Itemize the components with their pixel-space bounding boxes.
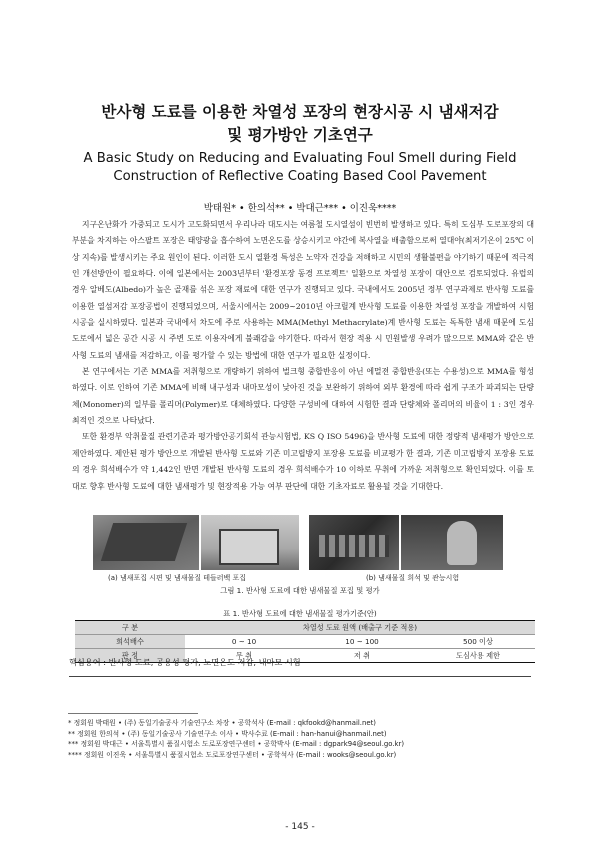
figure-subcaption-a: (a) 냄새포집 시편 및 냄새물질 테들러백 포집 — [108, 574, 247, 582]
figure-subcaption-b: (b) 냄새물질 희석 및 관능시험 — [366, 574, 460, 582]
korean-title — [40, 101, 560, 147]
author-list: 박태원* • 한의석** • 박대근*** • 이진욱**** — [203, 203, 397, 214]
table-row — [75, 635, 535, 649]
page-number: - 145 - — [285, 822, 315, 832]
table-row-label: 희석배수 — [75, 635, 185, 649]
english-title-line-1: A Basic Study on Reducing and Evaluating Foul Smell during Field — [83, 151, 517, 166]
korean-title-line-1: 반사형 도료를 이용한 차열성 포장의 현장시공 시 냄새저감 — [101, 103, 499, 121]
abstract-body — [72, 217, 534, 495]
table-cell: 저 취 — [303, 649, 421, 663]
table-cell: 도심사용 제한 — [421, 649, 535, 663]
table-cell: 무 취 — [185, 649, 303, 663]
author-footnotes — [68, 718, 538, 760]
photo-dilution — [309, 515, 399, 570]
abstract-paragraph-2: 본 연구에서는 기존 MMA를 저취형으로 개량하기 위하여 벌크형 중합반응이 아닌 에멀젼 중합반응(또는 수용성)으로 MMA를 형성하였다. 이로 인하여 기존 MMA에 비해 내구성과 내마모성이 낮아진 것을 보완하기 위하여 외부 환경에 따라 쉽게 구조가 파괴되는 단량체(Monomer)의 일부를 폴리머(Polymer)로 대체하였다. 다양한 구성비에 대하여 시험한 결과 단량체와 폴리머의 비율이 1 : 3인 경우 최적인 것으로 나타났다. — [72, 367, 534, 426]
table-header-group: 차열성 도료 원액 (배출구 기준 적용) — [185, 621, 535, 635]
keywords: 핵심용어 : 반사형 도료, 공용성 평가, 노면온도 저감, 내마모 시험 — [69, 657, 301, 667]
figure-caption: 그림 1. 반사형 도료에 대한 냄새물질 포집 및 평가 — [220, 586, 380, 595]
table-cell: 10 ~ 100 — [303, 635, 421, 649]
figure-1-photos — [93, 515, 503, 570]
english-title — [40, 150, 560, 186]
photo-specimen — [93, 515, 199, 570]
footnote-divider — [68, 713, 198, 714]
photo-tedlar-bag-sampling — [201, 515, 299, 570]
english-title-line-2: Construction of Reflective Coating Based Cool Pavement — [113, 169, 487, 184]
keywords-divider — [69, 676, 531, 677]
abstract-paragraph-1: 지구온난화가 가중되고 도시가 고도화되면서 우리나라 대도시는 여름철 도시열섬이 빈번히 발생하고 있다. 특히 도심부 도로포장의 대부분을 차지하는 아스팔트 포장은 태양광을 흡수하여 노면온도를 상승시키고 야간에 복사열을 배출함으로써 열대야(최저기온이 25℃ 이상 지속)를 발생시키는 주요 원인이 된다. 이러한 도시 열환경 특성은 노약자 건강을 저해하고 시민의 생활불편을 야기하기 때문에 적극적인 개선방안이 필요하다. 이에 일본에서는 2003년부터 '환경포장 동경 프로젝트' 일환으로 차열성 포장이 대안으로 검토되었다. 유럽의 경우 알베도(Albedo)가 높은 골재를 섞은 포장 재료에 대한 연구가 진행되고 있다. 국내에서도 2005년 정부 연구과제로 반사형 도료를 이용한 열섬저감 포장공법이 진행되었으며, 서울시에서는 2009~2010년 아크릴계 반사형 도료를 이용한 차열성 포장을 개발하여 시험시공을 실시하였다. 일본과 국내에서 차도에 주로 사용하는 MMA(Methyl Methacrylate)계 반사형 도료는 독특한 냄새 때문에 도심 도로에서 넓은 공간 시공 시 주변 도로 이용자에게 불쾌감을 야기한다. 따라서 현장 적용 시 민원발생 우려가 많으므로 MMA와 같은 반사형 도료의 냄새를 저감하고, 이를 평가할 수 있는 방법에 대한 연구가 필요한 실정이다. — [72, 220, 535, 360]
table-header-row — [75, 621, 535, 635]
table-cell: 500 이상 — [421, 635, 535, 649]
footnote: ** 정회원 한의석 • (주) 동일기술공사 기술연구소 이사 • 박사수료 (E-mail : han-hanui@hanmail.net) — [68, 729, 387, 738]
footnote: *** 정회원 박대근 • 서울특별시 품질시험소 도로포장연구센터 • 공학박사 (E-mail : dgpark94@seoul.go.kr) — [68, 740, 405, 749]
footnote: * 정회원 박태원 • (주) 동일기술공사 기술연구소 차장 • 공학석사 (E-mail : qkfookd@hanmail.net) — [68, 719, 376, 727]
table-row-label: 판 정 — [75, 649, 185, 663]
table-cell: 0 ~ 10 — [185, 635, 303, 649]
abstract-paragraph-3: 또한 환경부 악취물질 관련기준과 평가방안공기회석 관능시험법, KS Q ISO 5496)을 반사형 도료에 대한 정량적 냄새평가 방안으로 제안하였다. 제안된 평가 방안으로 개발된 반사형 도료와 기존 미고립방지 포장용 도료를 비교평가 한 결과, 기존 미고립방지 포장용 도료의 경우 희석배수가 약 1,442인 반면 개발된 반사형 도료의 경우 희석배수가 10 이하로 무취에 가까운 저취형으로 확인되었다. 이를 토대로 향후 반사형 도료에 대한 냄새평가 및 현장적용 가능 여부 판단에 대한 기초자료로 활용될 것을 기대한다. — [72, 432, 534, 491]
table-caption: 표 1. 반사형 도료에 대한 냄새물질 평가기준(안) — [223, 609, 377, 618]
korean-title-line-2: 및 평가방안 기초연구 — [227, 126, 373, 144]
footnote: **** 정회원 이진욱 • 서울특별시 품질시험소 도로포장연구센터 • 공학석사 (E-mail : wooks@seoul.go.kr) — [68, 750, 397, 759]
photo-sensory-test — [401, 515, 503, 570]
table-header-category: 구 분 — [75, 621, 185, 635]
